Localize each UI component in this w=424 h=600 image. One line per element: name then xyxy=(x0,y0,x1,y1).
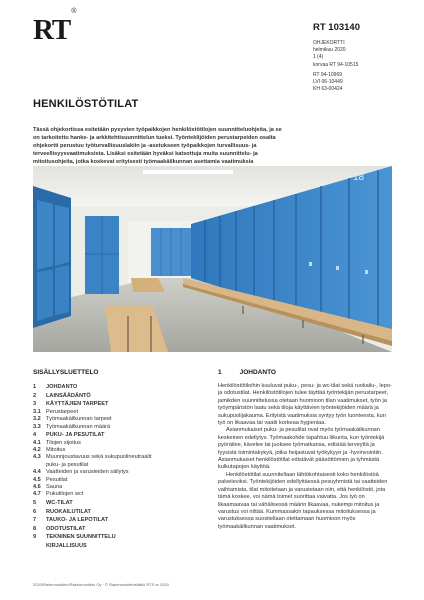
toc-item-number xyxy=(33,543,46,550)
meta-line: KH 63-00424 xyxy=(313,86,343,93)
toc-item xyxy=(33,432,193,439)
toc-item-label: Muunnjoustavuus sekä sukupuolineutraalit xyxy=(46,454,152,461)
toc-item xyxy=(33,447,193,454)
toc-item-label: PUKU- JA PESUTILAT xyxy=(46,432,105,439)
toc-item-number: 2 xyxy=(33,392,37,399)
section-heading: 1 JOHDANTO xyxy=(218,369,276,376)
toc-item xyxy=(33,393,193,400)
toc-item-number: 6 xyxy=(33,508,37,515)
toc-item-number: 5 xyxy=(33,500,37,507)
toc-item-label: Sauna xyxy=(46,484,63,491)
toc-item-number: 4.1 xyxy=(33,439,41,446)
toc-item-label: puku- ja pesutilat xyxy=(46,461,89,468)
toc-item-label: KIRJALLISUUS xyxy=(46,543,87,549)
toc-item xyxy=(33,484,193,491)
toc-item-label: Pukutilojen wct xyxy=(46,491,84,498)
page-footer: 2020/Rakennustieto/Rakennustieto Oy · © Rakennustietosäätiö RTS sr 2020 xyxy=(33,582,169,587)
toc-item xyxy=(33,543,193,550)
toc-item-number: 3 xyxy=(33,401,37,408)
locker-number-label: 18 xyxy=(353,172,365,183)
toc-item xyxy=(33,526,193,533)
toc-item xyxy=(33,454,193,461)
toc-item-label: KÄYTTÄJIEN TARPEET xyxy=(46,401,109,408)
toc-item-number: 4.3 xyxy=(33,454,41,461)
table-of-contents xyxy=(33,383,193,550)
meta-line: korvaa RT 94-10515 xyxy=(313,61,359,68)
toc-item xyxy=(33,416,193,423)
toc-item-label: Pesutilat xyxy=(46,476,68,483)
meta-line: helmikuu 2020 xyxy=(313,47,346,54)
section-body xyxy=(218,383,393,531)
toc-item xyxy=(33,469,193,476)
toc-item-label: WC-TILAT xyxy=(46,500,73,507)
document-number: RT 103140 xyxy=(313,22,361,33)
meta-line: OHJEKORTTI xyxy=(313,40,345,46)
toc-item xyxy=(33,401,193,408)
toc-item xyxy=(33,409,193,416)
meta-line: 1 (4) xyxy=(313,54,324,61)
toc-item-number: 4.4 xyxy=(33,469,41,476)
toc-item-number: 4.6 xyxy=(33,484,41,491)
meta-line: RT 94-10969 xyxy=(313,71,343,78)
toc-item-number: 3.3 xyxy=(33,423,41,430)
toc-item-number: 4.2 xyxy=(33,447,41,453)
document-meta xyxy=(313,40,358,93)
toc-item-label: RUOKAILUTILAT xyxy=(46,508,91,515)
toc-item-number: 1 xyxy=(33,384,37,391)
toc-title: SISÄLLYSLUETTELO xyxy=(33,369,99,376)
paragraph: Asianmukaiset puku- ja pesutilat ovat myös työmaakäilkunnan keskeinen edellytys. Työmaakohde tapahtuu liikunta, kun työntekijä pyöräilee, kävelee tai juoksee työmatkansa, edistää terveyttä ja fyysistä toimintakykyä, jotka heijastuvat työkykyyn ja -hyvinvointiin. Asianmukaiset henkilöstötilat edistävät pääsöttömien ja tyhmästä kulkutapojen käyttöä. xyxy=(218,427,385,471)
toc-item-number: 4.5 xyxy=(33,476,41,483)
toc-item-number: 3.1 xyxy=(33,408,41,415)
toc-item-label: Tilojen sijoitus xyxy=(46,439,81,446)
toc-item xyxy=(33,462,193,469)
paragraph: Henkilöstötilat suunnitellaan lähtökohtaisesti koko henkilöstöä palveleviksi. Työntekijöiden edellyttäessä pesuyhmistä tai vaatteiden vaihtamista, tilat mitoitetaan ja varustetaan niin, että henkilöstö, jota tämä koskee, voi nämä toimet suorittaa vaivatta. Jos työ on likaamaavaa tai vähälisessä määrin likaavaa, nukempi mitoitus ja varustus voi riittää. Kummassakin tapauksessa mitoituksessa ja varustuksessa suositellaan otettamaan huomioon myös työmaakäilkunnan vaatimukset. xyxy=(218,471,388,530)
toc-item-number: 3.2 xyxy=(33,416,41,423)
page-title: HENKILÖSTÖTILAT xyxy=(33,98,139,110)
toc-item-label: Perustarpeet xyxy=(46,408,79,415)
meta-line: LVI 06-10449 xyxy=(313,79,343,86)
paragraph: Henkilöstötiloihin kuuluvat puku-, pesu- ja wc-tilat sekä ruokailu-, lepo- ja odotustilat. Henkilöstötilojen tulee täyttää työntekijän perustarpeet, jamikden suunnittelussa otetaan huomioon tilan vaatimukset, työn ja työympäristön laatu sekä tiloja käyttävien työntekijöiden määrä ja sukupuolijakauma. Erityistä vaatimuksia syntyy työn luonteesta, kun työ on likaavaa tai vaatii korkeaa hygieniaa. xyxy=(218,383,392,427)
toc-item xyxy=(33,384,193,391)
toc-item-number: 4.7 xyxy=(33,491,41,498)
locker-room-photo xyxy=(33,166,392,352)
toc-item xyxy=(33,491,193,498)
intro-text: Tässä ohjekortissa esitetään pysyvien työpaikkojen henkilöstötilojen suunnitteluohjeita, ja se on tarkoitettu hanke- ja arkkitehtisuunnittelun tueksi. Työnteklijöiden perustarpeiden osalta ohjekortti perustuu työturvallisuuslakiin ja -asetukseen työpaikkojen turvallisuus- ja terveellisyysvaatimuksista. Lisäksi esitetään hyväksi katsottuja muita suunnittelu- ja mitoitusohjeita, jotka koskevat erityisesti työmaakäilkunnan asettamia vaatimuksia xyxy=(33,127,282,166)
toc-item-label: TAUKO- JA LEPOTILAT xyxy=(46,517,109,524)
toc-item-label: Työmaakäilkunnan määrä xyxy=(46,423,111,430)
toc-item-label: Vaatteiden ja varusteiden säilytys xyxy=(46,469,129,476)
toc-item xyxy=(33,517,193,524)
toc-item-number: 9 xyxy=(33,534,37,541)
toc-item-label: Työmaakäilkunnan tarpeet xyxy=(46,416,112,423)
toc-item-number: 7 xyxy=(33,517,37,524)
toc-item-number: 8 xyxy=(33,525,37,532)
toc-item-label: Mitoitus xyxy=(46,447,66,453)
toc-item xyxy=(33,424,193,431)
toc-item xyxy=(33,534,193,541)
toc-item-number: 4 xyxy=(33,432,37,439)
toc-item-label: TEKNINEN SUUNNITTELU xyxy=(46,534,116,541)
toc-item xyxy=(33,477,193,484)
rt-logo: RT® xyxy=(33,8,76,46)
toc-item-label: ODOTUSTILAT xyxy=(46,525,86,532)
toc-item xyxy=(33,500,193,507)
toc-item xyxy=(33,440,193,447)
toc-item xyxy=(33,509,193,516)
toc-item-number xyxy=(33,462,46,469)
toc-item-label: LAINSÄÄDÄNTÖ xyxy=(46,392,91,399)
toc-item-label: JOHDANTO xyxy=(46,384,78,391)
